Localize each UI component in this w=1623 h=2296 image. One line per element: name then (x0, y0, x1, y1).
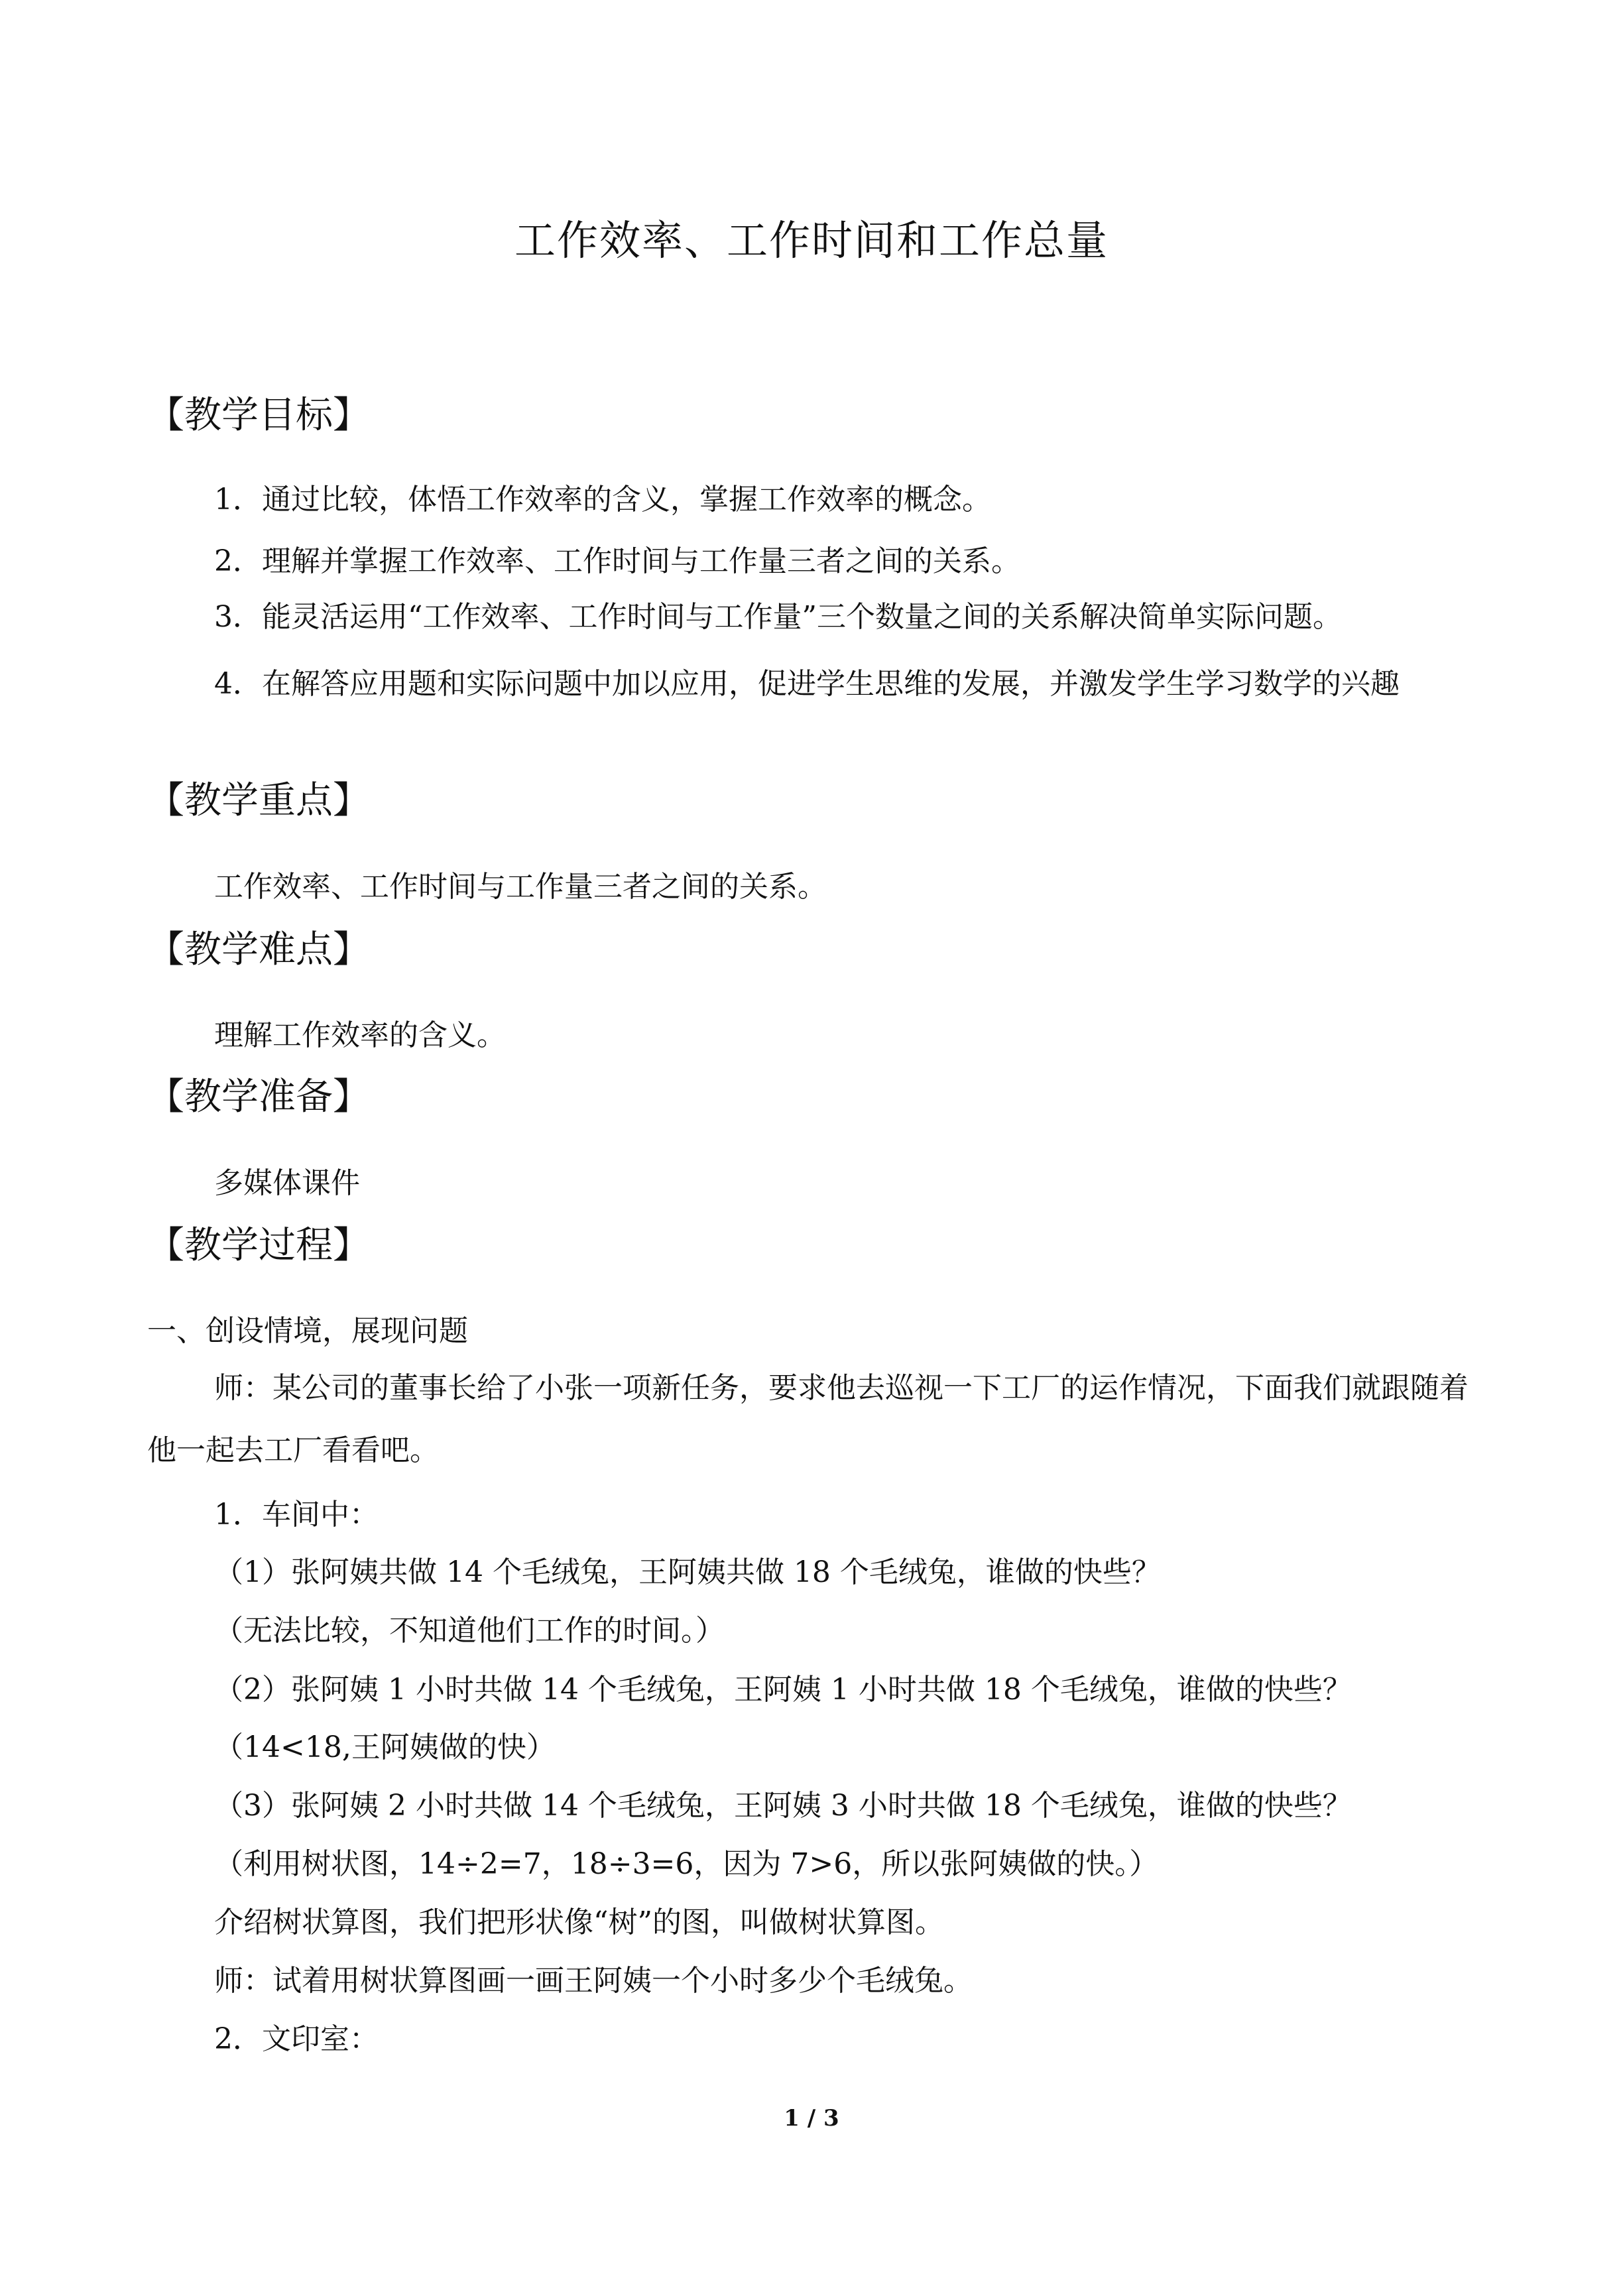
objective-item-2: 2．理解并掌握工作效率、工作时间与工作量三者之间的关系。 (214, 544, 1020, 578)
process-line: （无法比较，不知道他们工作的时间。） (214, 1614, 725, 1648)
page-number: 1 / 3 (784, 2105, 839, 2132)
page-title: 工作效率、工作时间和工作总量 (514, 216, 1109, 265)
process-line: （14<18,王阿姨做的快） (214, 1730, 556, 1764)
process-line: （利用树状图，14÷2=7，18÷3=6，因为 7>6，所以张阿姨做的快。） (214, 1847, 1159, 1881)
objective-item-3: 3．能灵活运用“工作效率、工作时间与工作量”三个数量之间的关系解决简单实际问题。 (214, 600, 1342, 634)
process-line: （1）张阿姨共做 14 个毛绒兔，王阿姨共做 18 个毛绒兔，谁做的快些？ (214, 1555, 1161, 1589)
process-line: （2）张阿姨 1 小时共做 14 个毛绒兔，王阿姨 1 小时共做 18 个毛绒兔，谁做的快些？ (214, 1673, 1352, 1707)
key-points-heading: 【教学重点】 (147, 779, 370, 822)
objective-item-4: 4．在解答应用题和实际问题中加以应用，促进学生思维的发展，并激发学生学习数学的兴趣 (214, 667, 1400, 701)
process-line: 介绍树状算图，我们把形状像“树”的图，叫做树状算图。 (214, 1905, 944, 1939)
process-heading: 【教学过程】 (147, 1224, 370, 1267)
difficulties-text: 理解工作效率的含义。 (214, 1018, 506, 1052)
preparation-text: 多媒体课件 (214, 1166, 360, 1200)
process-line: （3）张阿姨 2 小时共做 14 个毛绒兔，王阿姨 3 小时共做 18 个毛绒兔，谁做的快些？ (214, 1789, 1352, 1823)
objective-item-1: 1．通过比较，体悟工作效率的含义，掌握工作效率的概念。 (214, 483, 991, 516)
objectives-heading: 【教学目标】 (147, 394, 370, 437)
process-line: 2．文印室： (214, 2022, 379, 2056)
process-step-title: 一、创设情境，展现问题 (147, 1314, 468, 1348)
key-points-text: 工作效率、工作时间与工作量三者之间的关系。 (214, 870, 827, 904)
preparation-heading: 【教学准备】 (147, 1075, 370, 1118)
process-line: 1．车间中： (214, 1498, 379, 1532)
difficulties-heading: 【教学难点】 (147, 928, 370, 971)
process-line: 师：试着用树状算图画一画王阿姨一个小时多少个毛绒兔。 (214, 1964, 973, 1998)
process-intro: 师：某公司的董事长给了小张一项新任务，要求他去巡视一下工厂的运作情况，下面我们就跟随着他一起去工厂看看吧。 (147, 1371, 1469, 1467)
